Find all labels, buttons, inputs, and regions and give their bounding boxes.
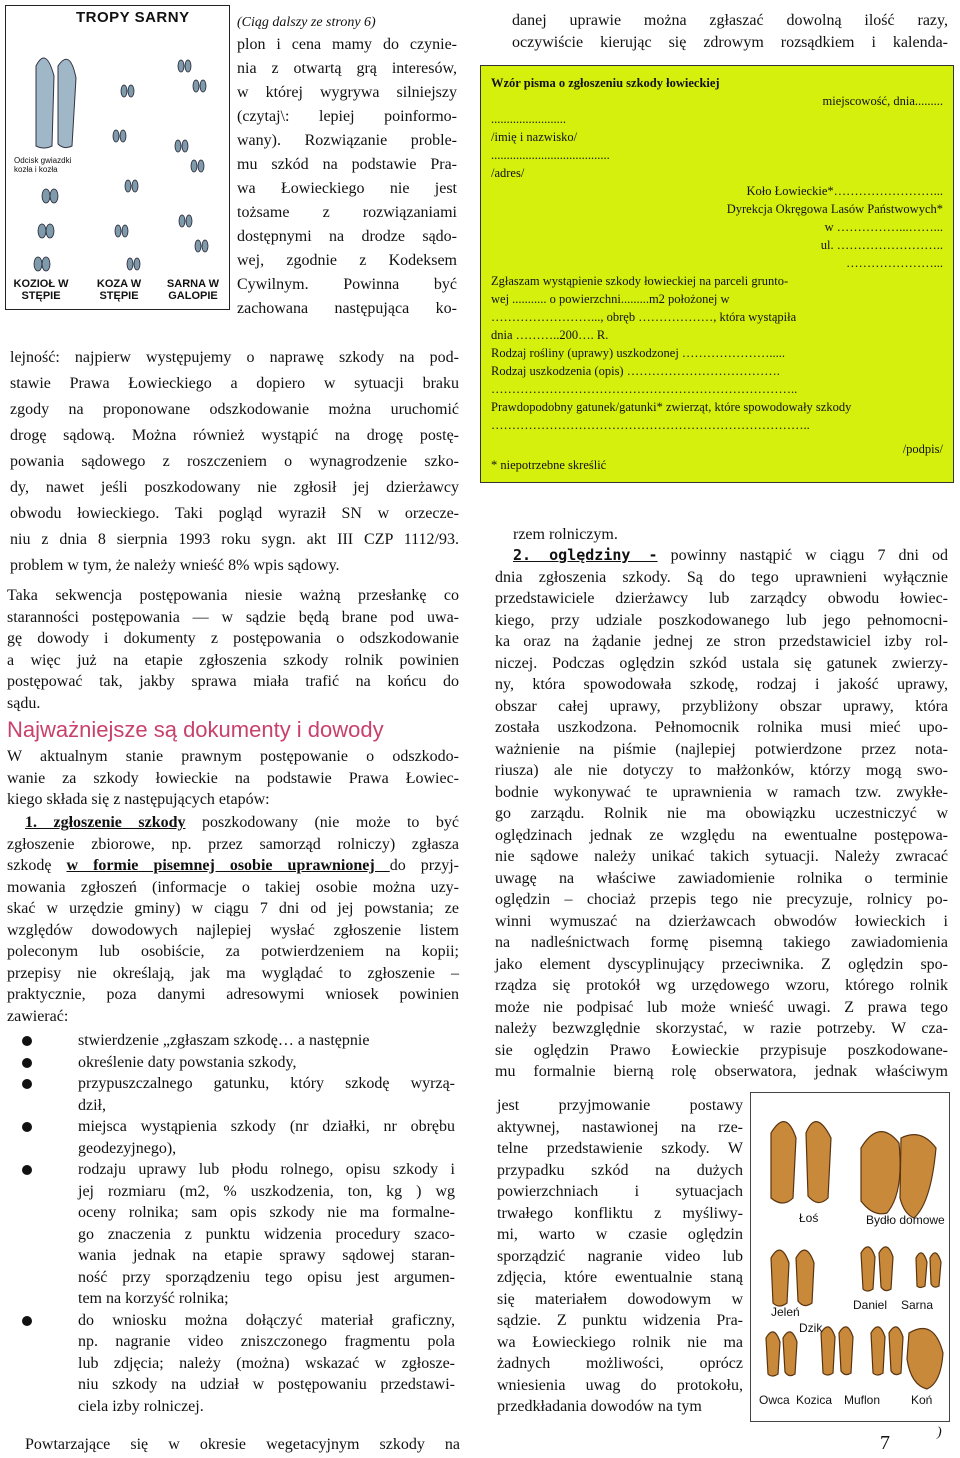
tracks-note: Odcisk gwiazdki kozła i kozła: [14, 156, 72, 174]
hoof-prints-drawing: [751, 1093, 949, 1421]
left-last-line: Powtarzające się w okresie wegetacyjnym szkody na: [25, 1436, 460, 1453]
left-para3: W aktualnym stanie prawnym postępowanie o odszkodo- wanie za szkody łowieckie na podstawie Prawa Łowiec- kiego składa się z następujących etapów:: [7, 748, 459, 808]
closing-paren: ): [937, 1425, 942, 1440]
step2-paragraph: 2. oględziny - powinny nastąpić w ciągu 7 dni od dnia zgłoszenia szkody. Są do tego uprawnieni wyłącznie przedstawiciele dzierżawcy lub zarządcy obwodu łowiec- kiego, przy udziale poszkodowanego lub jego pełnomocni- ka oraz na żądanie jednej ze stron przedstawiciel izby rol- niczej. Podczas oględzin szkód ustala się gatunek zwierzy- ny, która spowodowała szkodę, rodzaj i jakość uprawy, obszar całej uprawy, przybliżony obszar uprawy, która została uszkodzona. Pełnomocnik rolnika musi mieć upo- ważnienie na piśmie (najlepiej potwierdzone przez nota- riusza) ale nie dotyczy to małżonków, którzy mogą swo- bodnie wykonywać te uprawnienia w ramach tzw. zwykłe- go zarządu. Rolnik nie ma obowiązku uczestniczyć w oględzinach jednak ze względu na ewentualne postępowa- nie sądowe należy unikać takich sytuacji. Należy zwracać uwagę na właściwe zawiadomienie rolnika o terminie oględzin – chociaż przepis tego nie precyzuje, rolnicy po- winni wymuszać na dzierżawcach obwodów łowieckich i na nadleśnictwach formę pisemną takiego zawiadomienia jako element dyscyplinujący przeciwnika. Z oględzin spo- rządza się protokół wg urzędowego wzoru, którego rolnik może nie podpisać lub może wnieść uwagi. Z prawa tego należy bezwzględnie skorzystać, w razie potrzeby. W cza- sie oględzin Prawo Łowieckie przypisuje poszkodowane- mu formalnie bierną rolę obserwatora, jednak właściwym: [495, 546, 949, 1080]
section-heading: Najważniejsze są dokumenty i dowody: [7, 717, 384, 742]
hoof-label-los: Łoś: [799, 1211, 819, 1225]
deer-tracks-figure: [5, 5, 230, 310]
step2-label: 2. oględziny -: [513, 546, 658, 564]
tracks-title: TROPY SARNY: [76, 9, 190, 26]
list-item: przypuszczalnego gatunku, który szkodę wyrzą- dził,: [0, 1073, 455, 1116]
label-koza: KOZA W STĘPIE: [96, 278, 142, 302]
step1-paragraph: 1. zgłoszenie szkody poszkodowany (nie może to być zgłoszenie zbiorowe, np. przez samorząd rolniczy) zgłasza szkodę w formie pisemnej osobie uprawnionej do przyj- mowania zgłoszeń (informacje o takiej osobie można uzy- skać w urzędzie gminy) w ciągu 7 dni od jej powstania; ze względów dowodowych najlepiej wysłać zgłoszenie listem poleconym lub osobiście, za potwierdzeniem na kopii; przepisy nie określają, jak ma wyglądać to zgłoszenie – praktycznie, poza danymi adresowymi wniosek powinien zawierać:: [7, 814, 460, 1025]
hoof-label-bydlo: Bydło domowe: [866, 1213, 945, 1227]
left-top-text: (Ciąg dalszy ze strony 6) plon i cena mamy do czynie- nia z otwartą grą interesów, w której wygrywa silniejszy (czytaj\: lepiej poinformo- wany). Rozwiązanie proble- mu szkód na podstawie Pra- wa Łowieckiego nie jest tożsame z rozwiązaniami dostępnymi na drodze sądo- wej, zgodnie z Kodeksem Cywilnym. Powinna być zachowana następująca ko-: [237, 15, 457, 317]
list-item: stwierdzenie „zgłaszam szkodę… a następnie: [0, 1030, 455, 1052]
after-form-text: rzem rolniczym.: [513, 526, 618, 543]
step1-label: 1. zgłoszenie szkody: [25, 814, 186, 831]
hoof-prints-figure: [750, 1092, 950, 1422]
list-item: określenie daty powstania szkody,: [0, 1052, 455, 1074]
narrow-column-text: jest przyjmowanie postawy aktywnej, nastawionej na rze- telne przedstawienie szkody. W przypadku szkód na dużych powierzchniach i sytuacjach trwałego konfliktu z myśliwy- mi, warto w czasie oględzin sporządzić nagranie video lub zdjęcia, które ewentualnie staną się materiałem dowodowym w sądzie. Z punktu widzenia Pra- wa Łowieckiego rolnik nie ma żadnych możliwości, oprócz wniesienia uwag do protokołu, przedkładania dowodów na tym: [497, 1097, 743, 1415]
list-item: miejsca wystąpienia szkody (nr działki, nr obrębu geodezyjnego),: [0, 1116, 455, 1159]
page-number: 7: [880, 1432, 890, 1454]
right-top-text: danej uprawie można zgłaszać dowolną ilość razy, oczywiście kierując się zdrowym rozsądkiem i kalenda-: [512, 12, 948, 51]
label-sarna: SARNA W GALOPIE: [166, 278, 220, 302]
left-para2: Taka sekwencja postępowania niesie ważną przesłankę co staranności postępowania — w sądzie będą brane pod uwa- gę dowody i dokumenty z postępowania o odszkodowanie a więc już na etapie zgłoszenia szkody rolnik powinien postępować tak, jakby sprawa miała trafić na końcu do sądu.: [7, 587, 459, 712]
left-body-text: lejność: najpierw występujemy o naprawę szkody na pod- stawie Prawa Łowieckiego a dopiero w sytuacji braku zgody na proponowane odszkodowanie można uruchomić drogę sądową. Można również wystąpić na drogę postę- powania sądowego z roszczeniem o wynagrodzenie szko- dy, nawet jeśli poszkodowany nie zgłosił jej dzierżawcy obwodu łowieckiego. Taki pogląd wyraził SN w orzecze- niu z dnia 8 sierpnia 1993 roku sygn. akt III CZP 1112/93. problem w tym, że należy wnieść 8% wpis sądowy.: [10, 349, 459, 574]
label-koziol: KOZIOŁ W STĘPIE: [13, 278, 69, 302]
list-item: do wniosku można dołączyć materiał graficzny, np. nagranie video zniszczonego fragmentu pola lub zdjęcia; należy (można) wskazać w zgłosze- niu szkody na udział w postępowaniu przedstawi- ciela izby rolniczej.: [0, 1310, 455, 1418]
hoof-label-sarna: Sarna: [901, 1298, 934, 1312]
hoof-label-owca: Owca: [759, 1393, 790, 1407]
list-item: rodzaju uprawy lub płodu rolnego, opisu szkody i jej rozmiaru (m2, % uszkodzenia, ton, kg ) wg oceny rolnika; sam opis szkody nie ma formalne- go znaczenia z punktu widzenia procedury szaco- wania jednak na etapie sprawy sądowej staran- ność przy sporządzeniu tego opisu jest argumen- tem na korzyść rolnika;: [0, 1159, 455, 1310]
hoof-label-kon: Koń: [911, 1393, 933, 1407]
form-template-box: Wzór pisma o zgłoszeniu szkody łowieckiej miejscowość, dnia......... ........................ /imię i nazwisko/ ...................................... /adres/ Koło Łowieckie*……………………... Dyrekcja Okręgowa Lasów Państwowych* w ……………...……... ul. …………………….. …………………... Zgłaszam wystąpienie szkody łowieckiej na parceli grunto- wej ........... o powierzchni.........m2 położonej w ……………………..., obręb ………………, która wystąpiła dnia ………..200…. R. Rodzaj rośliny (uprawy) uszkodzonej …………………..... Rodzaj uszkodzenia (opis) ………………………………. ……………………………………………………………….. Prawdopodobny gatunek/gatunki* zwierząt, które spowodowały szkody ………………………………………………………………….. /podpis/ * niepotrzebne skreślić: [480, 65, 954, 483]
hoof-label-jelen: Jeleń: [771, 1305, 800, 1319]
hoof-label-kozica: Kozica: [796, 1393, 833, 1407]
hoof-label-muflon: Muflon: [844, 1393, 881, 1407]
form-title: Wzór pisma o zgłoszeniu szkody łowieckiej: [491, 76, 720, 90]
bullet-list: [0, 1030, 460, 1417]
hoof-label-dzik: Dzik: [799, 1321, 823, 1335]
hoof-label-daniel: Daniel: [853, 1298, 888, 1312]
